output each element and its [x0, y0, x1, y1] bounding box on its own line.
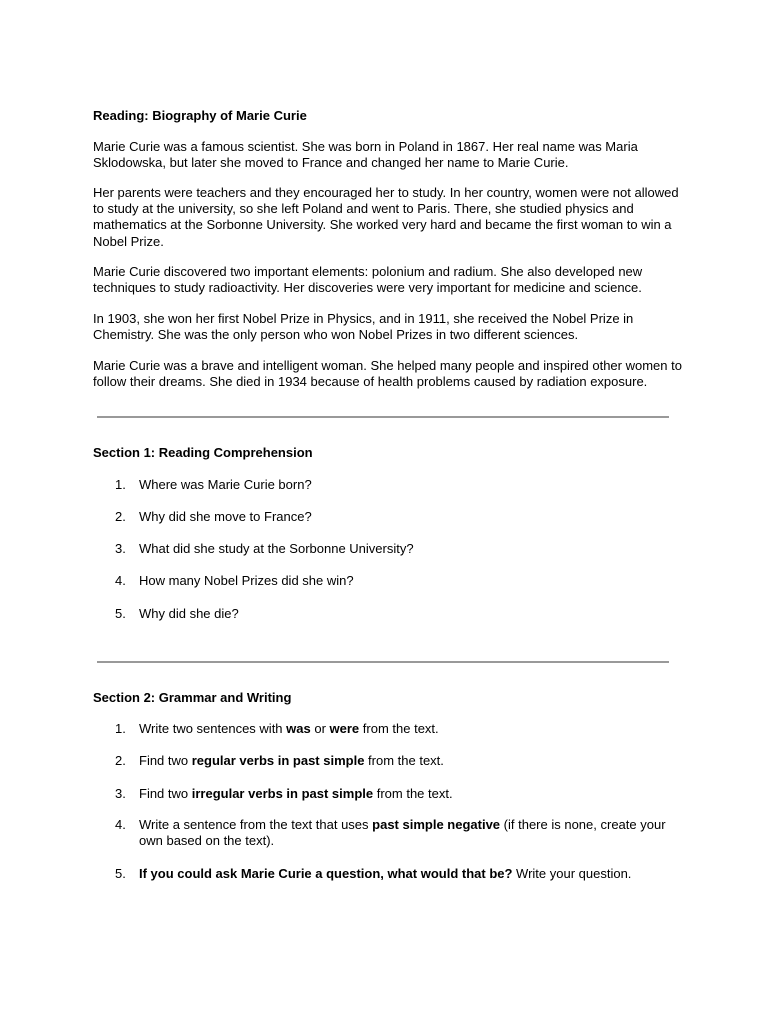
- question-text-segment: Find two: [139, 786, 192, 801]
- emphasized-text: regular verbs in past simple: [191, 753, 365, 768]
- question-text-segment: or: [310, 721, 330, 736]
- emphasized-text: If you could ask Marie Curie a question, what would that be?: [139, 866, 513, 881]
- question-text: Why did she die?: [139, 606, 239, 621]
- question-text: [139, 721, 679, 737]
- section-2-title: Section 2: Grammar and Writing: [93, 690, 292, 705]
- question-number: 4.: [115, 817, 126, 832]
- section-divider: [97, 661, 669, 663]
- question-text-segment: from the text.: [364, 753, 444, 768]
- question-text: [139, 817, 679, 849]
- question-text-segment: from the text.: [359, 721, 439, 736]
- question-number: 4.: [115, 573, 126, 588]
- question-number: 5.: [115, 606, 126, 621]
- question-text: Where was Marie Curie born?: [139, 477, 312, 492]
- question-text: [139, 753, 679, 769]
- question-text-segment: Write a sentence from the text that uses: [139, 817, 373, 832]
- question-number: 1.: [115, 477, 126, 492]
- emphasized-text: were: [329, 721, 360, 736]
- question-number: 5.: [115, 866, 126, 881]
- question-number: 3.: [115, 786, 126, 801]
- question-number: 1.: [115, 721, 126, 736]
- question-text-segment: Write two sentences with: [139, 721, 287, 736]
- section-divider: [97, 416, 669, 418]
- question-text: [139, 786, 679, 802]
- question-text-segment: from the text.: [373, 786, 453, 801]
- reading-paragraph: In 1903, she won her first Nobel Prize in Physics, and in 1911, she received the Nobel Prize in Chemistry. She was the only person who won Nobel Prizes in two different sciences.: [93, 311, 634, 343]
- question-text: [139, 866, 679, 882]
- question-text-segment: (if there is none, create your own based on the text).: [139, 817, 666, 849]
- reading-paragraph: Marie Curie was a famous scientist. She was born in Poland in 1867. Her real name was Maria Sklodowska, but later she moved to France and changed her name to Marie Curie.: [93, 139, 638, 171]
- question-text: Why did she move to France?: [139, 509, 312, 524]
- question-number: 2.: [115, 753, 126, 768]
- emphasized-text: was: [286, 721, 311, 736]
- question-text-segment: Write your question.: [512, 866, 632, 881]
- section-1-title: Section 1: Reading Comprehension: [93, 445, 313, 460]
- reading-paragraph: Her parents were teachers and they encouraged her to study. In her country, women were not allowed to study at the university, so she left Poland and went to Paris. There, she studied physics and mathematics at the Sorbonne University. She worked very hard and became the first woman to win a Nobel Prize.: [93, 185, 679, 249]
- question-text: What did she study at the Sorbonne University?: [139, 541, 414, 556]
- emphasized-text: irregular verbs in past simple: [191, 786, 374, 801]
- reading-paragraph: Marie Curie discovered two important elements: polonium and radium. She also developed new techniques to study radioactivity. Her discoveries were very important for medicine and science.: [93, 264, 643, 296]
- question-text-segment: Find two: [139, 753, 192, 768]
- emphasized-text: past simple negative: [372, 817, 501, 832]
- reading-title: Reading: Biography of Marie Curie: [93, 108, 307, 123]
- question-number: 3.: [115, 541, 126, 556]
- question-text: How many Nobel Prizes did she win?: [139, 573, 354, 588]
- question-number: 2.: [115, 509, 126, 524]
- reading-paragraph: Marie Curie was a brave and intelligent woman. She helped many people and inspired other women to follow their dreams. She died in 1934 because of health problems caused by radiation exposure.: [93, 358, 682, 390]
